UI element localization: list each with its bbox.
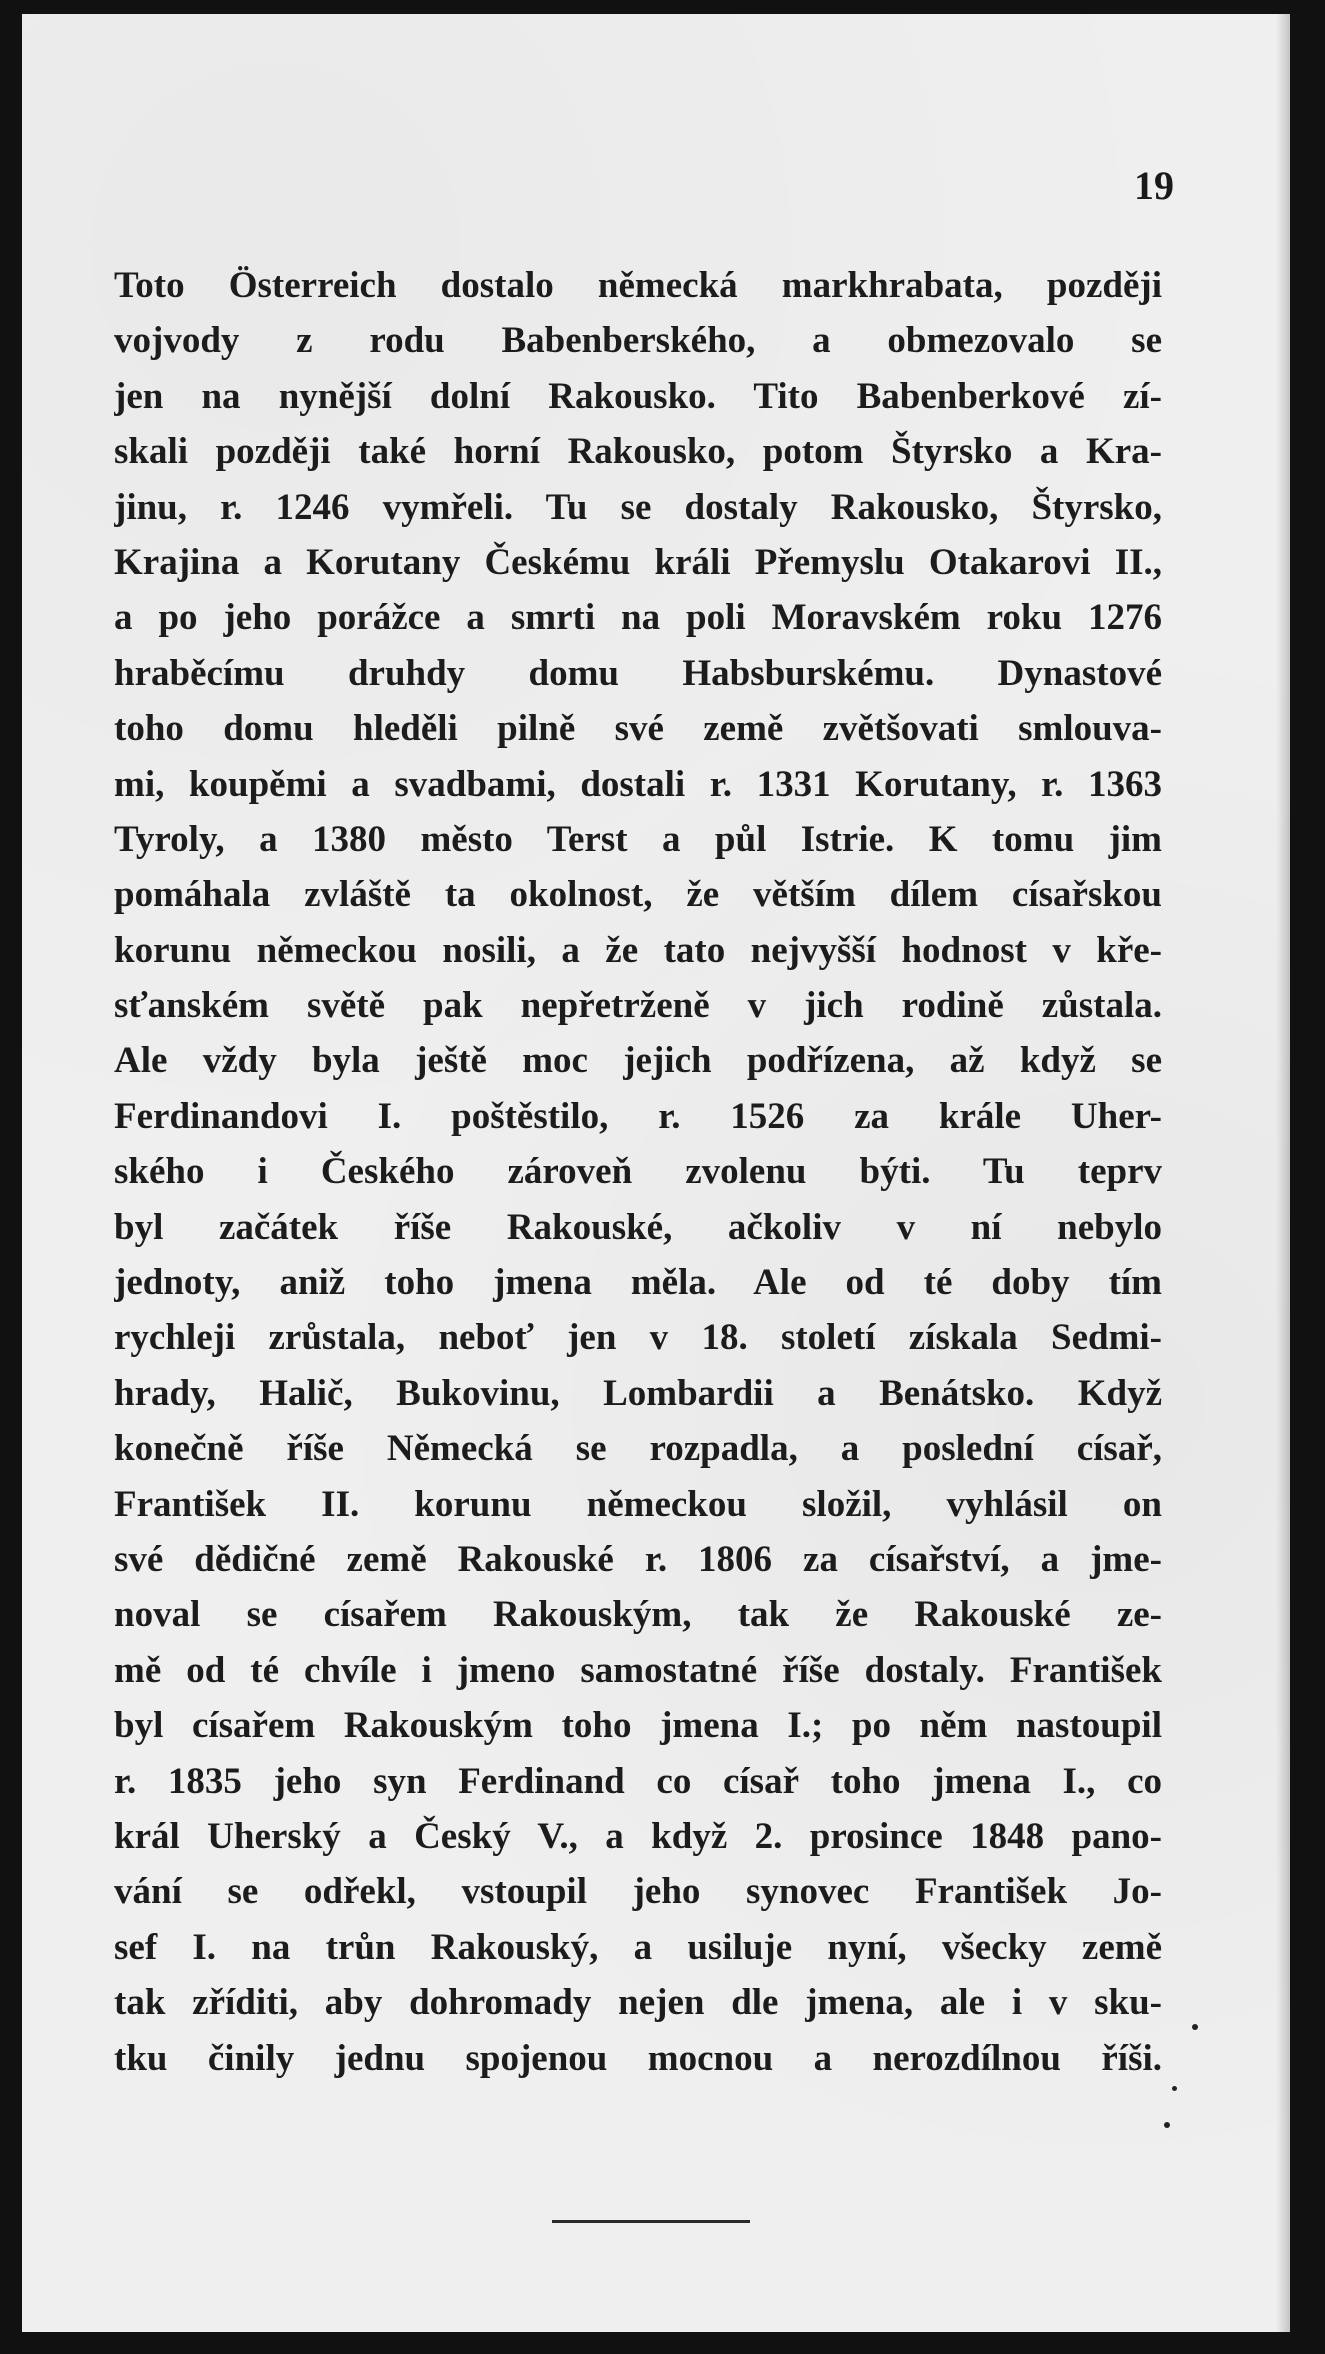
text-line: konečně říše Německá se rozpadla, a poslední císař,: [114, 1428, 1162, 1470]
text-line: noval se císařem Rakouským, tak že Rakouské ze-: [114, 1594, 1162, 1636]
text-line: byl začátek říše Rakouské, ačkoliv v ní nebylo: [114, 1206, 1162, 1248]
print-speck: [1172, 2086, 1177, 2091]
text-line: rychleji zrůstala, neboť jen v 18. století získala Sedmi-: [114, 1317, 1162, 1359]
text-line: mi, koupěmi a svadbami, dostali r. 1331 Korutany, r. 1363: [114, 763, 1162, 805]
text-line: Toto Österreich dostalo německá markhrabata, později: [114, 265, 1162, 306]
page-number: 19: [1134, 163, 1174, 208]
text-line: sef I. na trůn Rakouský, a usiluje nyní, všecky země: [114, 1926, 1162, 1968]
text-line: jen na nynější dolní Rakousko. Tito Babenberkové zí-: [114, 375, 1162, 417]
book-page: [22, 14, 1290, 2332]
text-line: tak zříditi, aby dohromady nejen dle jmena, ale i v sku-: [114, 1982, 1162, 2024]
text-line: Ale vždy byla ještě moc jejich podřízena, až když se: [114, 1040, 1162, 1082]
text-line: jinu, r. 1246 vymřeli. Tu se dostaly Rakousko, Štyrsko,: [114, 486, 1162, 528]
text-line: hraběcímu druhdy domu Habsburskému. Dynastové: [114, 652, 1162, 694]
text-line: byl císařem Rakouským toho jmena I.; po něm nastoupil: [114, 1705, 1162, 1747]
text-line: toho domu hleděli pilně své země zvětšovati smlouva-: [114, 708, 1162, 750]
text-line: skali později také horní Rakousko, potom Štyrsko a Kra-: [114, 431, 1162, 473]
text-line: tku činily jednu spojenou mocnou a nerozdílnou říši.: [114, 2037, 1162, 2079]
text-line: pomáhala zvláště ta okolnost, že větším dílem císařskou: [114, 874, 1162, 916]
text-line: mě od té chvíle i jmeno samostatné říše dostaly. František: [114, 1649, 1162, 1691]
text-line: František II. korunu německou složil, vyhlásil on: [114, 1483, 1162, 1525]
body-text: [114, 258, 1162, 2086]
text-line: vání se odřekl, vstoupil jeho synovec František Jo-: [114, 1871, 1162, 1913]
text-line: své dědičné země Rakouské r. 1806 za císařství, a jme-: [114, 1538, 1162, 1580]
print-speck: [1164, 2122, 1170, 2128]
text-line: Krajina a Korutany Českému králi Přemyslu Otakarovi II.,: [114, 541, 1162, 583]
text-line: jednoty, aniž toho jmena měla. Ale od té doby tím: [114, 1262, 1162, 1304]
text-line: sťanském světě pak nepřetrženě v jich rodině zůstala.: [114, 985, 1162, 1027]
text-line: a po jeho porážce a smrti na poli Moravském roku 1276: [114, 597, 1162, 639]
text-line: vojvody z rodu Babenberského, a obmezovalo se: [114, 320, 1162, 362]
text-line: král Uherský a Český V., a když 2. prosince 1848 pano-: [114, 1815, 1162, 1857]
text-line: Ferdinandovi I. poštěstilo, r. 1526 za krále Uher-: [114, 1095, 1162, 1137]
closing-rule: [552, 2220, 750, 2223]
text-line: Tyroly, a 1380 město Terst a půl Istrie. K tomu jim: [114, 818, 1162, 860]
page-edge-shadow: [1276, 14, 1290, 2332]
print-speck: [1192, 2024, 1198, 2030]
text-line: ského i Českého zároveň zvolenu býti. Tu teprv: [114, 1151, 1162, 1193]
text-line: r. 1835 jeho syn Ferdinand co císař toho jmena I., co: [114, 1760, 1162, 1802]
text-line: korunu německou nosili, a že tato nejvyšší hodnost v kře-: [114, 929, 1162, 971]
text-line: hrady, Halič, Bukovinu, Lombardii a Benátsko. Když: [114, 1372, 1162, 1414]
